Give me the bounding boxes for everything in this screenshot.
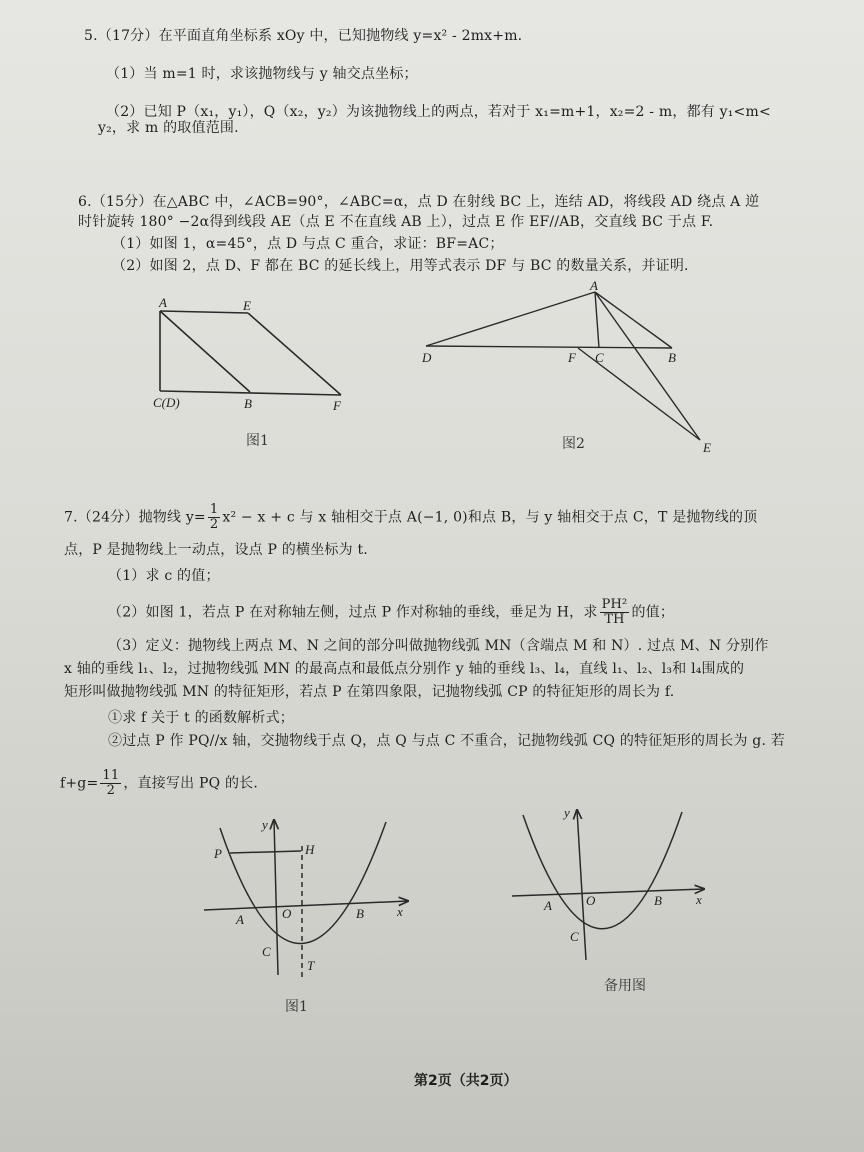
q7f1-label-B: B [356,906,364,921]
fig1-caption: 图1 [246,433,269,449]
q7f1-label-P: P [214,846,222,861]
fig2-label-D: D [422,350,432,365]
q7-stem-post: x² − x + c 与 x 轴相交于点 A(−1, 0)和点 B，与 y 轴相交于点 C，T 是抛物线的顶 [222,509,758,526]
q7f1-label-H: H [305,842,315,857]
spare-caption: 备用图 [604,978,646,994]
fig2-label-F: F [568,350,576,365]
q7-part1: （1）求 c 的值； [108,568,220,584]
frac-numerator: 1 [209,502,219,517]
q5-part2: （2）已知 P（x₁，y₁），Q（x₂，y₂）为该抛物线上的两点，若对于 x₁=m+1，x₂=2 - m，都有 y₁<m< [106,104,771,120]
q7-stem-line2: 点，P 是抛物线上一动点，设点 P 的横坐标为 t. [64,542,368,558]
spare-label-C: C [570,929,579,944]
q7-sub1: ①求 f 关于 t 的函数解析式； [108,710,295,726]
spare-label-B: B [654,893,662,908]
q7-stem-pre: 7.（24分）抛物线 y= [64,509,206,526]
fig2-label-E: E [703,440,711,455]
spare-label-A: A [544,898,552,913]
q6-stem-line2: 时针旋转 180° −2α得到线段 AE（点 E 不在直线 AB 上），过点 E 作 EF//AB，交直线 BC 于点 F. [78,214,714,230]
q7-part3-line2: x 轴的垂线 l₁、l₂，过抛物线弧 MN 的最高点和最低点分别作 y 轴的垂线 l₃、l₄，直线 l₁、l₂、l₃和 l₄围成的 [64,661,745,677]
fig2-caption: 图2 [562,436,585,452]
q7f1-label-A: A [236,912,244,927]
fig1-label-F: F [333,398,341,413]
fig2-label-B: B [668,350,676,365]
page-number: 第2页（共2页） [414,1073,518,1089]
frac-numerator: PH² [601,597,628,612]
q7-part3-line1: （3）定义：抛物线上两点 M、N 之间的部分叫做抛物线弧 MN（含端点 M 和 N）. 过点 M、N 分别作 [108,638,769,654]
q5-part2-cont: y₂，求 m 的取值范围. [98,120,239,136]
q7f1-label-y: y [262,817,268,832]
q5-stem: 5.（17分）在平面直角坐标系 xOy 中，已知抛物线 y=x² - 2mx+m. [84,28,523,44]
q7f1-label-x: x [397,904,403,919]
q7f1-label-T: T [307,958,315,973]
q7-sub2: ②过点 P 作 PQ//x 轴，交抛物线于点 Q，点 Q 与点 C 不重合，记抛物线弧 CQ 的特征矩形的周长为 g. 若 [108,733,785,749]
fig2-label-A: A [590,278,598,293]
q7f1-label-O: O [282,906,292,921]
q7f1-caption: 图1 [285,999,308,1015]
frac-denominator: 2 [106,783,116,798]
fig1-label-A: A [159,295,167,310]
spare-label-x: x [696,892,702,907]
fig2-label-C: C [595,350,604,365]
q7-sub2-pre: f+g= [60,775,99,792]
frac-denominator: TH [604,612,625,627]
q5-part1: （1）当 m=1 时，求该抛物线与 y 轴交点坐标； [106,66,418,82]
q7-part3-line3: 矩形叫做抛物线弧 MN 的特征矩形，若点 P 在第四象限，记抛物线弧 CP 的特征矩形的周长为 f. [64,684,675,700]
fig1-label-B: B [244,396,252,411]
q7f1-label-C: C [262,944,271,959]
q7-part2-post: 的值； [631,604,675,621]
spare-label-O: O [586,893,596,908]
q6-stem-line1: 6.（15分）在△ABC 中，∠ACB=90°，∠ABC=α，点 D 在射线 BC 上，连结 AD，将线段 AD 绕点 A 逆 [78,194,760,210]
frac-denominator: 2 [209,517,219,532]
spare-label-y: y [564,805,570,820]
q6-part2: （2）如图 2，点 D、F 都在 BC 的延长线上，用等式表示 DF 与 BC 的数量关系，并证明. [112,258,689,274]
frac-numerator: 11 [102,768,120,783]
fig1-label-E: E [243,298,251,313]
q7-part2-pre: （2）如图 1，若点 P 在对称轴左侧，过点 P 作对称轴的垂线，垂足为 H，求 [108,604,598,621]
q7-sub2-post: ，直接写出 PQ 的长. [123,775,259,792]
fig1-label-CD: C(D) [153,395,180,410]
q6-part1: （1）如图 1，α=45°，点 D 与点 C 重合，求证：BF=AC； [112,236,504,252]
